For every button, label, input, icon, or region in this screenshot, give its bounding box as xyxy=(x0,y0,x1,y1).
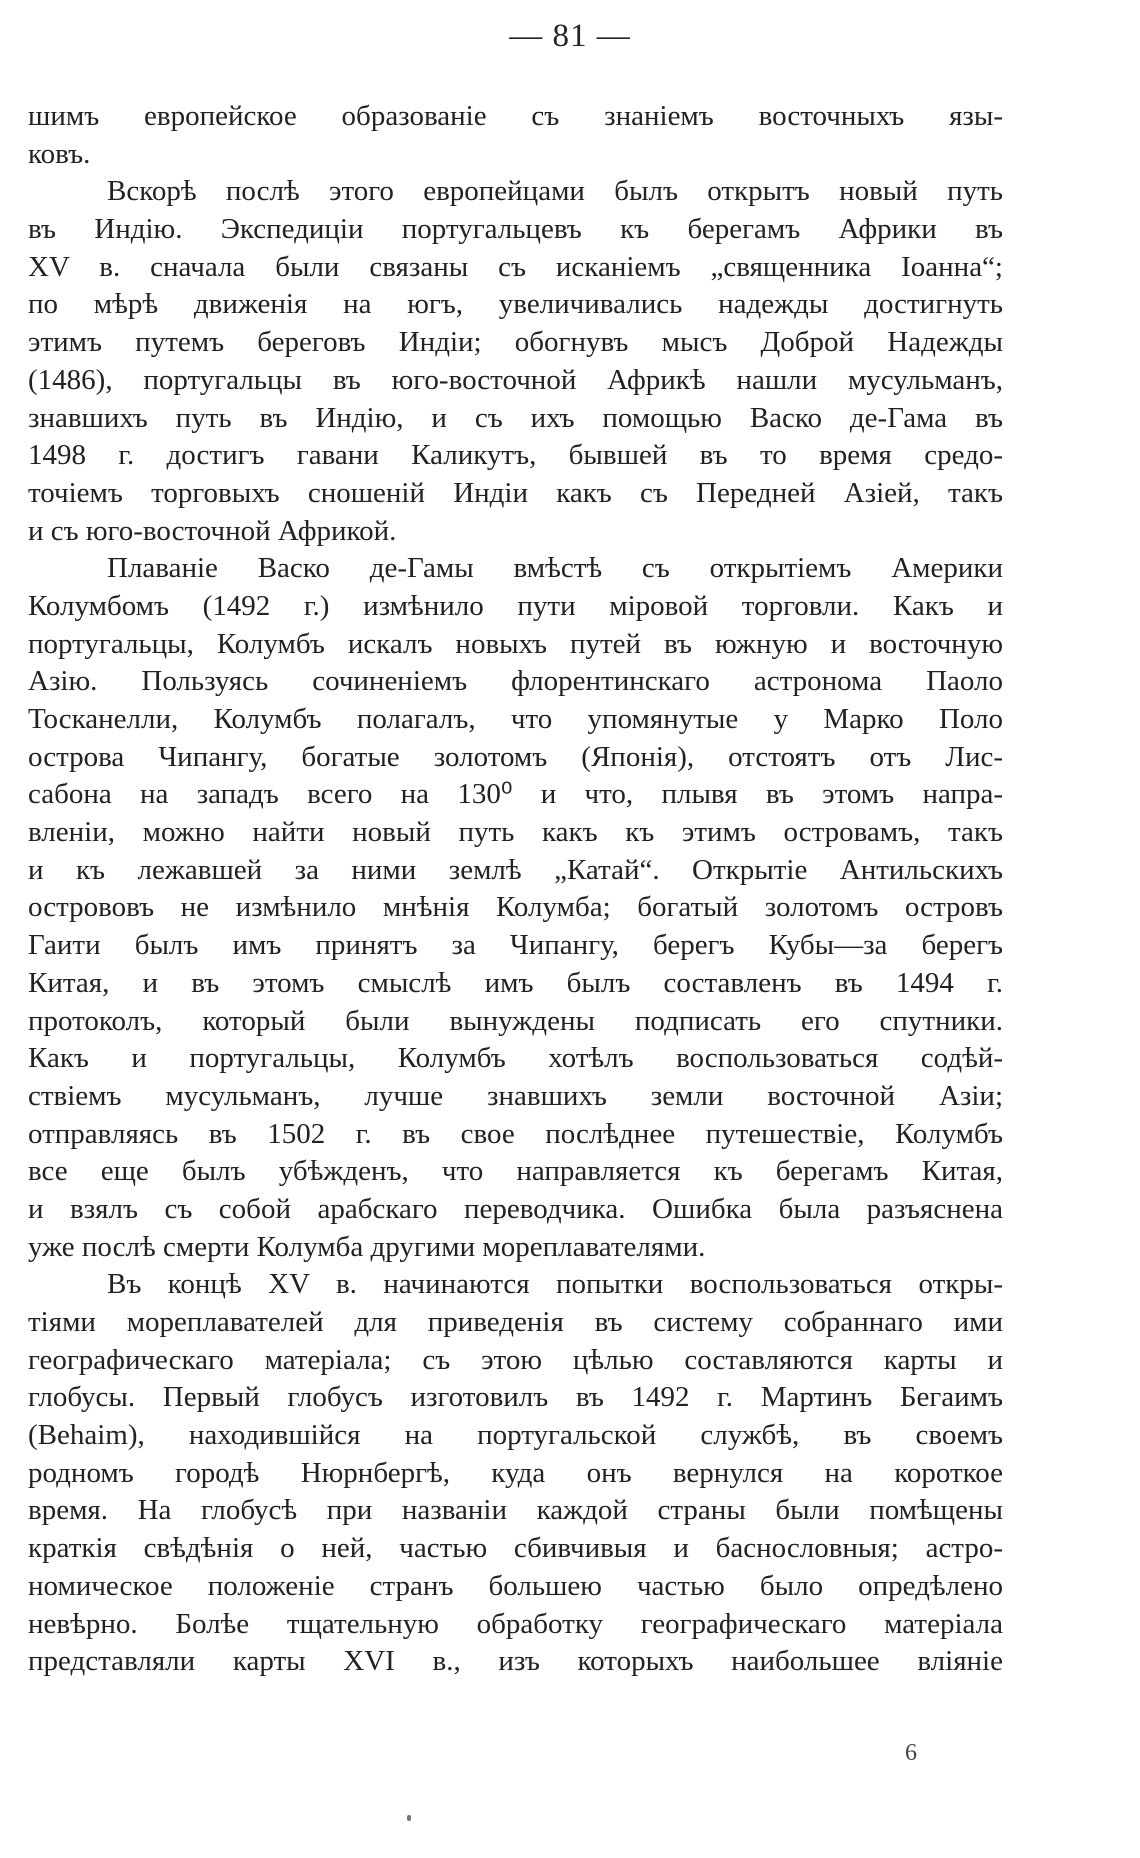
text-line: представляли карты XVI в., изъ которыхъ наибольшее вліяніе xyxy=(28,1645,1003,1678)
text-line: вленіи, можно найти новый путь какъ къ этимъ островамъ, такъ xyxy=(28,816,1003,849)
text-line: Китая, и въ этомъ смыслѣ имъ былъ составленъ въ 1494 г. xyxy=(28,966,1003,999)
printer-signature-mark: 6 xyxy=(905,1740,917,1766)
text-line: Плаваніе Васко де-Гамы вмѣстѣ съ открытіемъ Америки xyxy=(107,552,1003,585)
text-line: и взялъ съ собой арабскаго переводчика. Ошибка была разъяснена xyxy=(28,1192,1003,1225)
text-line: острова Чипангу, богатые золотомъ (Японія), отстоятъ отъ Лис- xyxy=(28,740,1003,773)
text-line: время. На глобусѣ при названіи каждой страны были помѣщены xyxy=(28,1494,1003,1527)
text-line: точіемъ торговыхъ сношеній Индіи какъ съ Передней Азіей, такъ xyxy=(28,476,1003,509)
text-line: шимъ европейское образованіе съ знаніемъ восточныхъ язы- xyxy=(28,100,1003,132)
text-line: отправляясь въ 1502 г. въ свое послѣднее путешествіе, Колумбъ xyxy=(28,1117,1003,1150)
text-line: Въ концѣ XV в. начинаются попытки воспользоваться откры- xyxy=(107,1268,1003,1301)
text-line: острововъ не измѣнило мнѣнія Колумба; богатый золотомъ островъ xyxy=(28,891,1003,924)
text-line: ствіемъ мусульманъ, лучше знавшихъ земли восточной Азіи; xyxy=(28,1079,1003,1112)
text-line: все еще былъ убѣжденъ, что направляется къ берегамъ Китая, xyxy=(28,1155,1003,1188)
text-line: номическое положеніе странъ большею частью было опредѣлено xyxy=(28,1569,1003,1602)
text-line: протоколъ, который были вынуждены подписать его спутники. xyxy=(28,1004,1003,1037)
text-line: по мѣрѣ движенія на югъ, увеличивались надежды достигнуть xyxy=(28,288,1003,321)
text-line: (Behaim), находившійся на португальской службѣ, въ своемъ xyxy=(28,1419,1003,1452)
text-line: невѣрно. Болѣе тщательную обработку географическаго матеріала xyxy=(28,1607,1003,1640)
text-line: Какъ и португальцы, Колумбъ хотѣлъ воспользоваться содѣй- xyxy=(28,1042,1003,1075)
text-line: и съ юго-восточной Африкой. xyxy=(28,514,397,547)
body-text xyxy=(28,98,1003,1681)
text-line: Азію. Пользуясь сочиненіемъ флорентинскаго астронома Паоло xyxy=(28,665,1003,698)
text-line: знавшихъ путь въ Индію, и съ ихъ помощью Васко де-Гама въ xyxy=(28,401,1003,434)
text-line: географическаго матеріала; съ этою цѣлью составляются карты и xyxy=(28,1343,1003,1376)
text-line: и къ лежавшей за ними землѣ „Катай“. Открытіе Антильскихъ xyxy=(28,853,1003,886)
text-line: ковъ. xyxy=(28,137,91,170)
text-line: 1498 г. достигъ гавани Каликутъ, бывшей въ то время средо- xyxy=(28,439,1003,472)
text-line: Гаити былъ имъ принятъ за Чипангу, берегъ Кубы—за берегъ xyxy=(28,929,1003,962)
text-line: уже послѣ смерти Колумба другими мореплавателями. xyxy=(28,1230,706,1263)
text-line: Тосканелли, Колумбъ полагалъ, что упомянутые у Марко Поло xyxy=(28,703,1003,735)
text-line: XV в. сначала были связаны съ исканіемъ „священника Іоанна“; xyxy=(28,250,1003,283)
text-line: (1486), португальцы въ юго-восточной Африкѣ нашли мусульманъ, xyxy=(28,363,1003,396)
text-line: этимъ путемъ береговъ Индіи; обогнувъ мысъ Доброй Надежды xyxy=(28,326,1003,359)
text-line: тіями мореплавателей для приведенія въ систему собраннаго ими xyxy=(28,1306,1003,1338)
text-line: въ Индію. Экспедиціи португальцевъ къ берегамъ Африки въ xyxy=(28,213,1003,246)
page-number: — 81 — xyxy=(509,18,631,54)
text-line: краткія свѣдѣнія о ней, частью сбивчивыя и баснословныя; астро- xyxy=(28,1532,1003,1565)
paper-speck xyxy=(407,1815,411,1821)
text-line: Вскорѣ послѣ этого европейцами былъ открытъ новый путь xyxy=(107,175,1003,208)
text-line: глобусы. Первый глобусъ изготовилъ въ 1492 г. Мартинъ Бегаимъ xyxy=(28,1381,1003,1414)
text-line: Колумбомъ (1492 г.) измѣнило пути міровой торговли. Какъ и xyxy=(28,589,1003,622)
text-line: родномъ городѣ Нюрнбергѣ, куда онъ вернулся на короткое xyxy=(28,1456,1003,1489)
text-line: португальцы, Колумбъ искалъ новыхъ путей въ южную и восточную xyxy=(28,627,1003,660)
text-line: сабона на западъ всего на 130⁰ и что, плывя въ этомъ напра- xyxy=(28,778,1003,811)
